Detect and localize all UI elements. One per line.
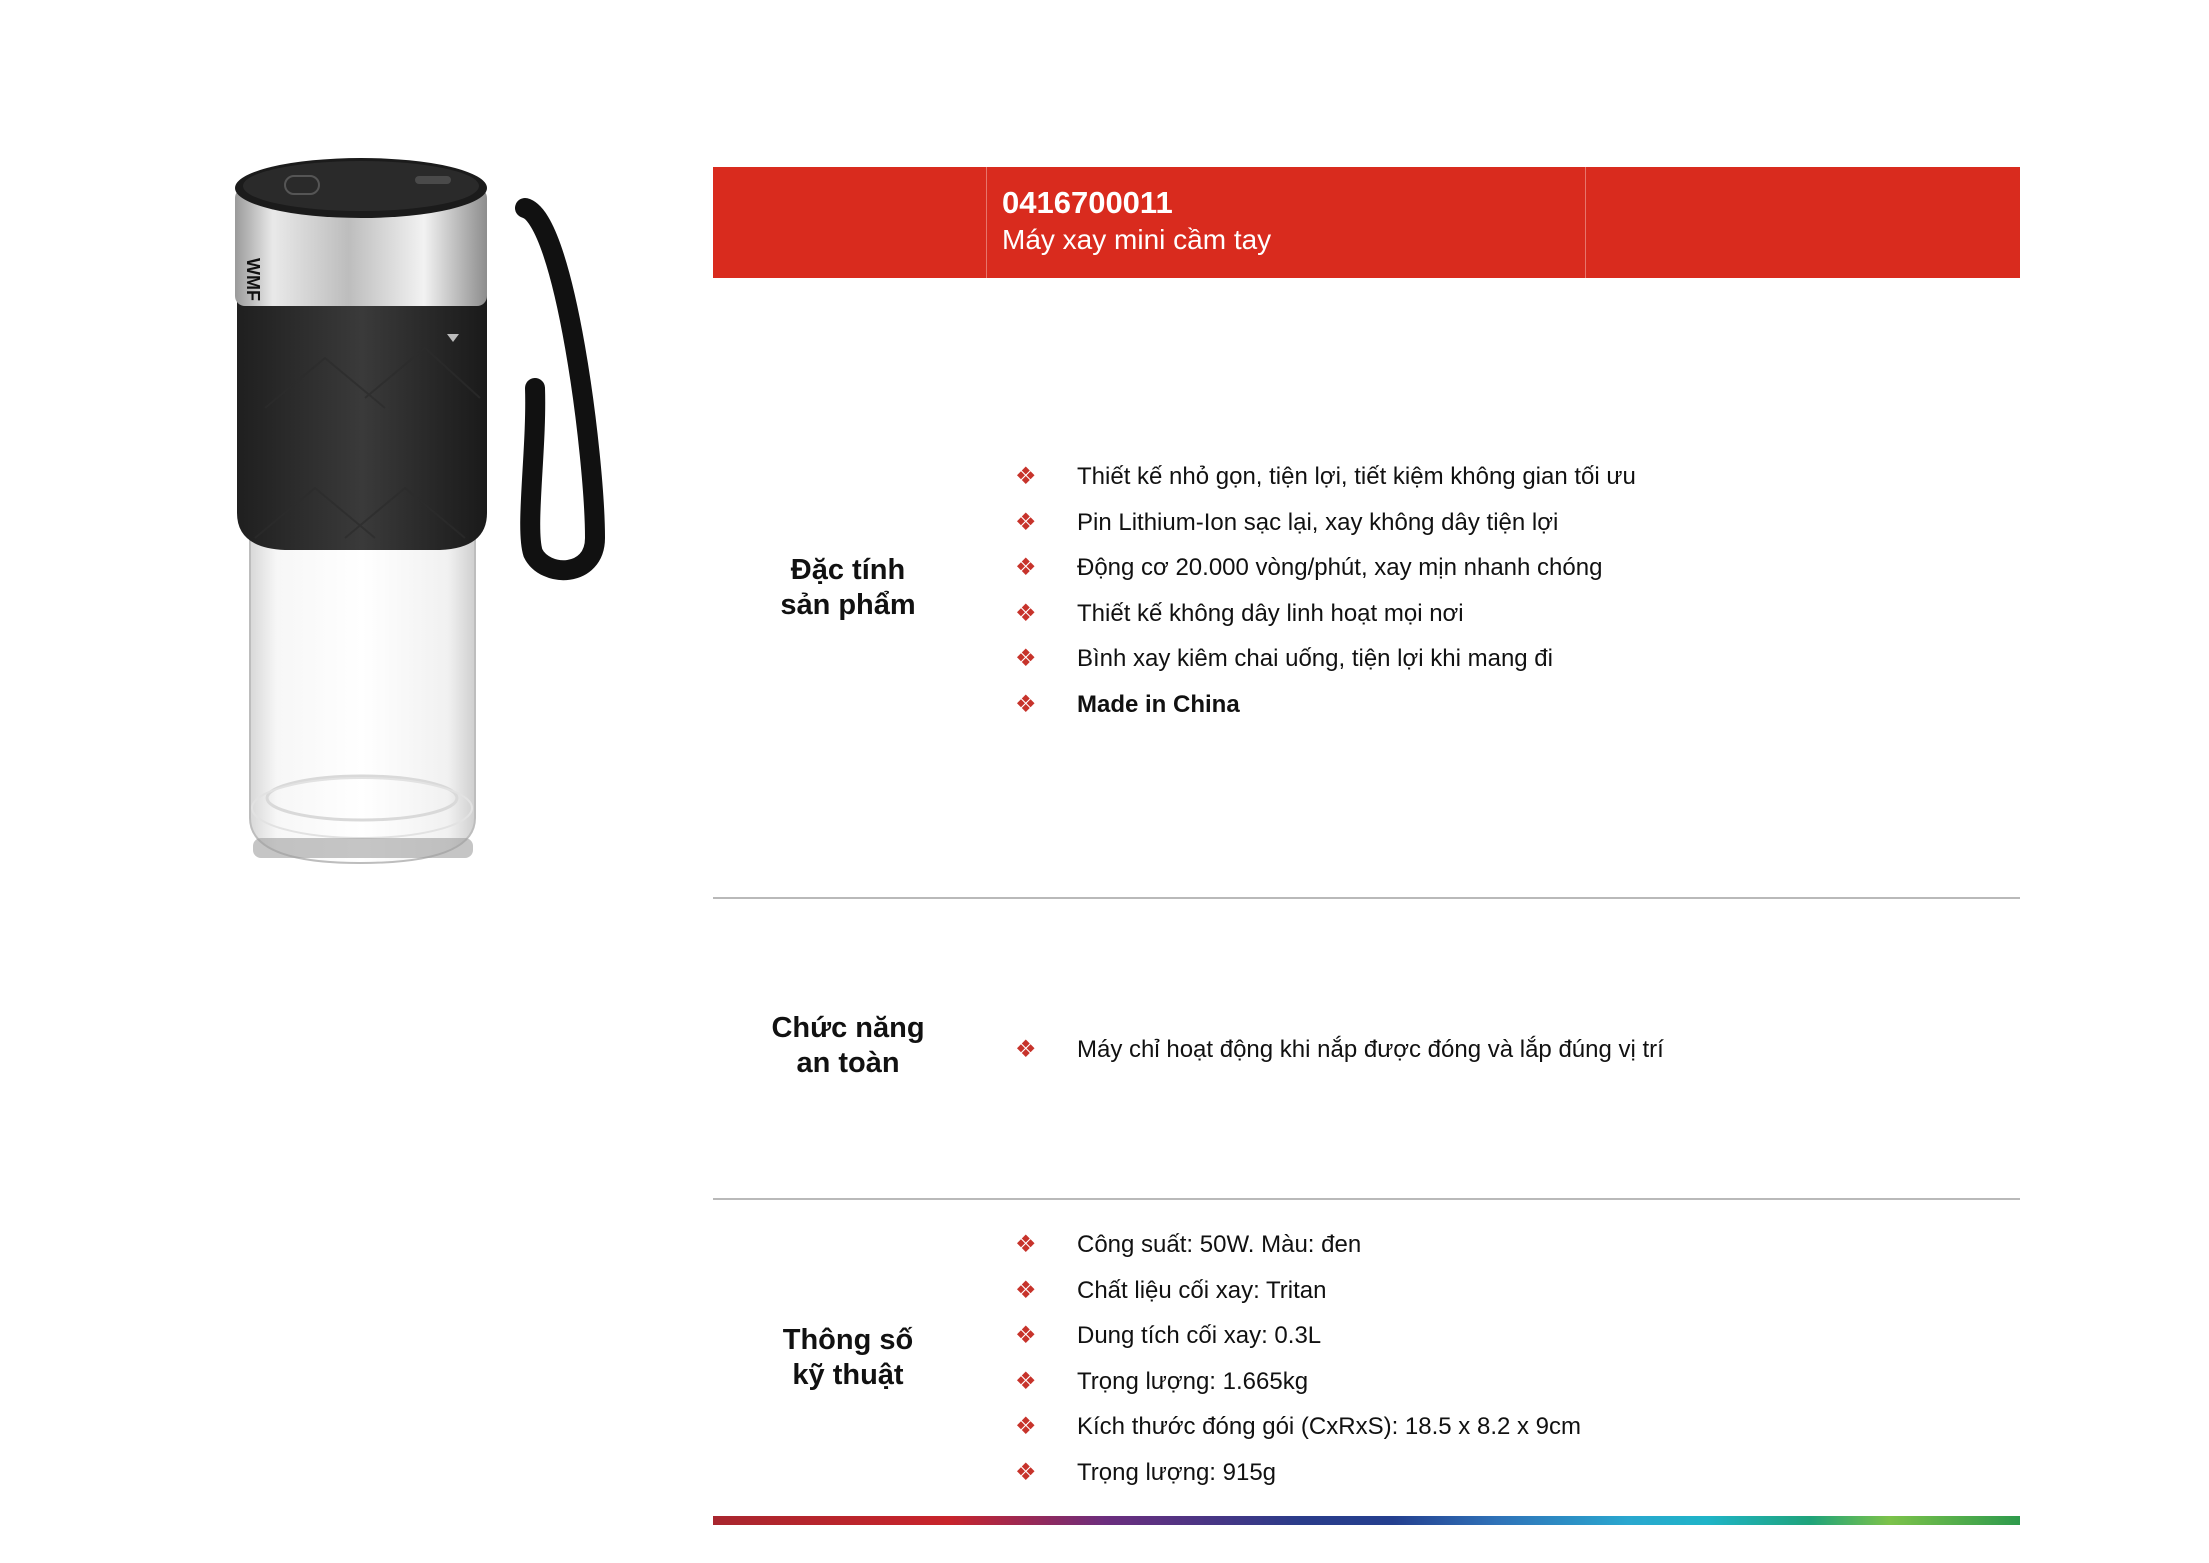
list-item: ❖ Pin Lithium-Ion sạc lại, xay không dây tiện lợi: [1015, 500, 1636, 546]
section-features: [713, 278, 2020, 898]
bullet-diamond-icon: ❖: [1015, 508, 1037, 536]
header-divider: [986, 167, 987, 278]
list-item: ❖ Máy chỉ hoạt động khi nắp được đóng và lắp đúng vị trí: [1015, 1027, 1664, 1073]
product-code: 0416700011: [1002, 185, 1173, 220]
bullet-diamond-icon: ❖: [1015, 1458, 1037, 1486]
safety-list: [1015, 1027, 1664, 1073]
list-item: ❖ Công suất: 50W. Màu: đen: [1015, 1222, 1581, 1268]
spec-list: [1015, 1222, 1581, 1495]
section-specs: [713, 1200, 2020, 1510]
bullet-diamond-icon: ❖: [1015, 463, 1037, 490]
list-item: ❖ Trọng lượng: 1.665kg: [1015, 1359, 1581, 1405]
bullet-diamond-icon: ❖: [1015, 554, 1037, 581]
list-item: ❖ Kích thước đóng gói (CxRxS): 18.5 x 8.2 x 9cm: [1015, 1404, 1581, 1450]
list-item: ❖ Thiết kế nhỏ gọn, tiện lợi, tiết kiệm không gian tối ưu: [1015, 454, 1636, 500]
feature-list: [1015, 454, 1636, 727]
list-item: ❖ Chất liệu cối xay: Tritan: [1015, 1268, 1581, 1314]
bullet-diamond-icon: ❖: [1015, 599, 1037, 627]
brand-logo: WMF: [243, 258, 263, 301]
header-divider: [1585, 167, 1586, 278]
portable-blender-illustration: [225, 158, 605, 868]
list-item: ❖ Dung tích cối xay: 0.3L: [1015, 1313, 1581, 1359]
bullet-diamond-icon: ❖: [1015, 1322, 1037, 1349]
list-item: ❖ Động cơ 20.000 vòng/phút, xay mịn nhanh chóng: [1015, 545, 1636, 591]
product-name: Máy xay mini cầm tay: [1002, 224, 1272, 255]
section-title: Đặc tính sản phẩm: [780, 554, 916, 621]
bullet-diamond-icon: ❖: [1015, 645, 1037, 672]
section-title: Chức năng an toàn: [771, 1012, 925, 1079]
bullet-diamond-icon: ❖: [1015, 1231, 1037, 1258]
list-item: ❖ Thiết kế không dây linh hoạt mọi nơi: [1015, 591, 1636, 637]
bullet-diamond-icon: ❖: [1015, 690, 1037, 718]
list-item: ❖ Bình xay kiêm chai uống, tiện lợi khi mang đi: [1015, 636, 1636, 682]
section-safety: [713, 899, 2020, 1199]
list-item: ❖ Trọng lượng: 915g: [1015, 1450, 1581, 1496]
product-header: [713, 167, 2020, 278]
bullet-diamond-icon: ❖: [1015, 1276, 1037, 1304]
bullet-diamond-icon: ❖: [1015, 1413, 1037, 1440]
bullet-diamond-icon: ❖: [1015, 1367, 1037, 1395]
brand-color-bar: [713, 1516, 2020, 1525]
product-image: [225, 158, 605, 868]
list-item: ❖ Made in China: [1015, 682, 1636, 728]
bullet-diamond-icon: ❖: [1015, 1036, 1037, 1063]
section-title: Thông số kỹ thuật: [782, 1324, 914, 1391]
